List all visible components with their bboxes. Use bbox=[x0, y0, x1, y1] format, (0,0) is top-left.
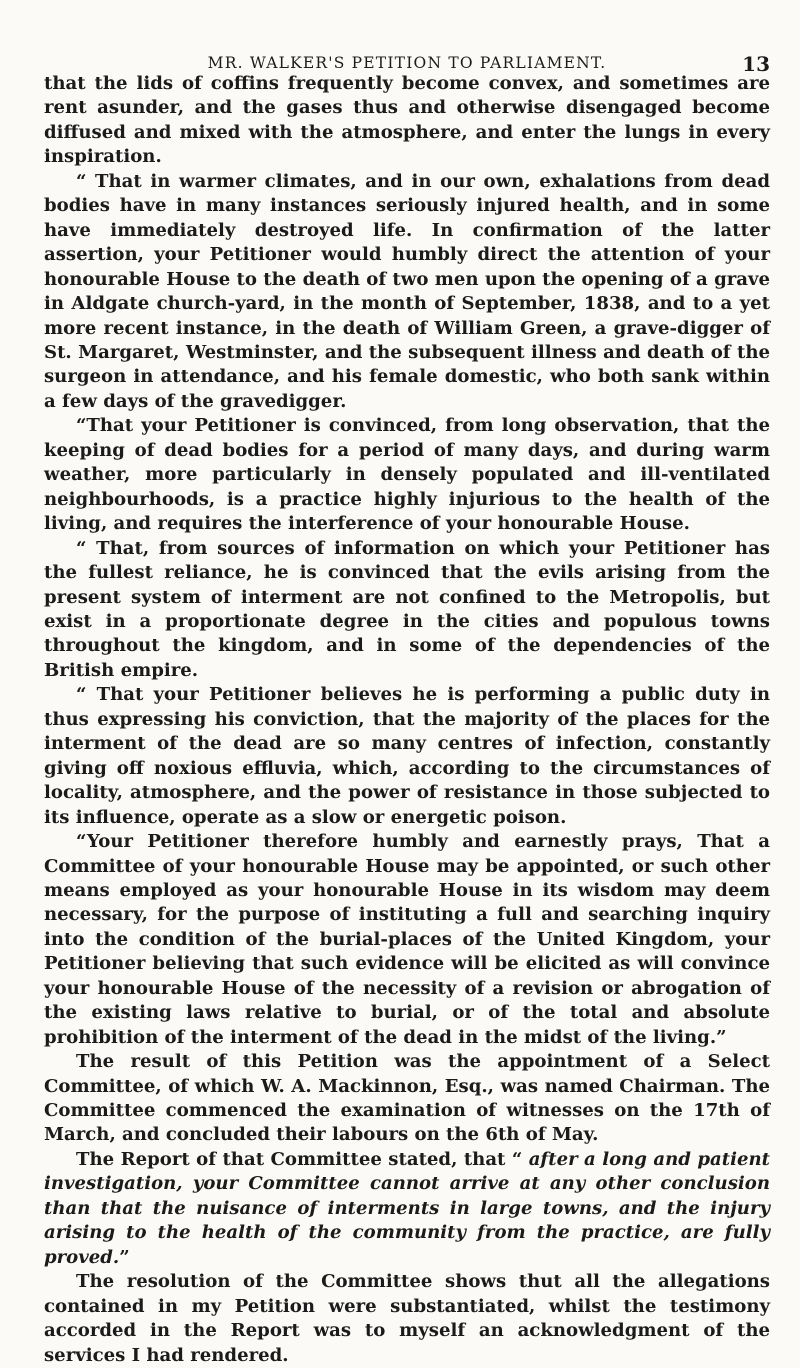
paragraph-public-duty: “ That your Petitioner believes he is performing a public duty in thus expressing his conviction, that the majority of the places for the interment of the dead are so many centres of infection, constantly giving off noxious effluvia, which, according to the circumstances of locality, atmosphere, and the power of resistance in those subjected to its influence, operate as a slow or energetic poison. bbox=[44, 684, 770, 828]
book-page bbox=[44, 38, 770, 1368]
page-body bbox=[44, 72, 770, 1368]
report-quote: after a long and patient investigation, your Committee cannot arrive at any other conclusion than that the nuisance of interments in large towns, and the injury arising to the health of the community from the practice, are fully proved. bbox=[44, 1148, 770, 1268]
paragraph-keeping-dead-bodies: “That your Petitioner is convinced, from long observation, that the keeping of dead bodies for a period of many days, and during warm weather, more particularly in densely populated and ill-ventilated neighbourhoods, is a practice highly injurious to the health of the living, and requires the interference of your honourable House. bbox=[44, 415, 770, 535]
report-lead: The Report of that Committee stated, that “ bbox=[76, 1148, 529, 1170]
paragraph-sources-of-information: “ That, from sources of information on which your Petitioner has the fullest reliance, he is convinced that the evils arising from the present system of interment are not confined to the Metropolis, but exist in a proportionate degree in the cities and populous towns throughout the kingdom, and in some of the dependencies of the British empire. bbox=[44, 537, 770, 681]
running-head bbox=[44, 38, 770, 76]
paragraph-select-committee: The result of this Petition was the appointment of a Select Committee, of which W. A. Mackinnon, Esq., was named Chairman. The Committee commenced the examination of witnesses on the 17th of March, and concluded their labours on the 6th of May. bbox=[44, 1051, 770, 1146]
running-title: MR. WALKER'S PETITION TO PARLIAMENT. bbox=[207, 54, 607, 72]
paragraph-report bbox=[44, 1148, 770, 1270]
paragraph-prayer: “Your Petitioner therefore humbly and earnestly prays, That a Committee of your honourable House may be appointed, or such other means employed as your honourable House in its wisdom may deem necessary, for the purpose of instituting a full and searching inquiry into the condition of the burial-places of the United Kingdom, your Petitioner believing that such evidence will be elicited as will convince your honourable House of the necessity of a revision or abrogation of the existing laws relative to burial, or of the total and absolute prohibition of the interment of the dead in the midst of the living.” bbox=[44, 831, 770, 1048]
paragraph-warmer-climates: “ That in warmer climates, and in our own, exhalations from dead bodies have in many instances seriously injured health, and in some have immediately destroyed life. In confirmation of the latter assertion, your Petitioner would humbly direct the attention of your honourable House to the death of two men upon the opening of a grave in Aldgate church-yard, in the month of September, 1838, and to a yet more recent instance, in the death of William Green, a grave-digger of St. Margaret, Westminster, and the subsequent illness and death of the surgeon in attendance, and his female domestic, who both sank within a few days of the gravedigger. bbox=[44, 170, 770, 412]
report-close: ” bbox=[119, 1246, 130, 1268]
paragraph-resolution: The resolution of the Committee shows thut all the allegations contained in my Petition were substantiated, whilst the testimony accorded in the Report was to myself an acknowledgment of the services I had rendered. bbox=[44, 1271, 770, 1366]
page-number: 13 bbox=[742, 52, 770, 76]
paragraph-coffins: that the lids of coffins frequently become convex, and sometimes are rent asunder, and the gases thus and otherwise disengaged become diffused and mixed with the atmosphere, and enter the lungs in every inspiration. bbox=[44, 73, 770, 168]
